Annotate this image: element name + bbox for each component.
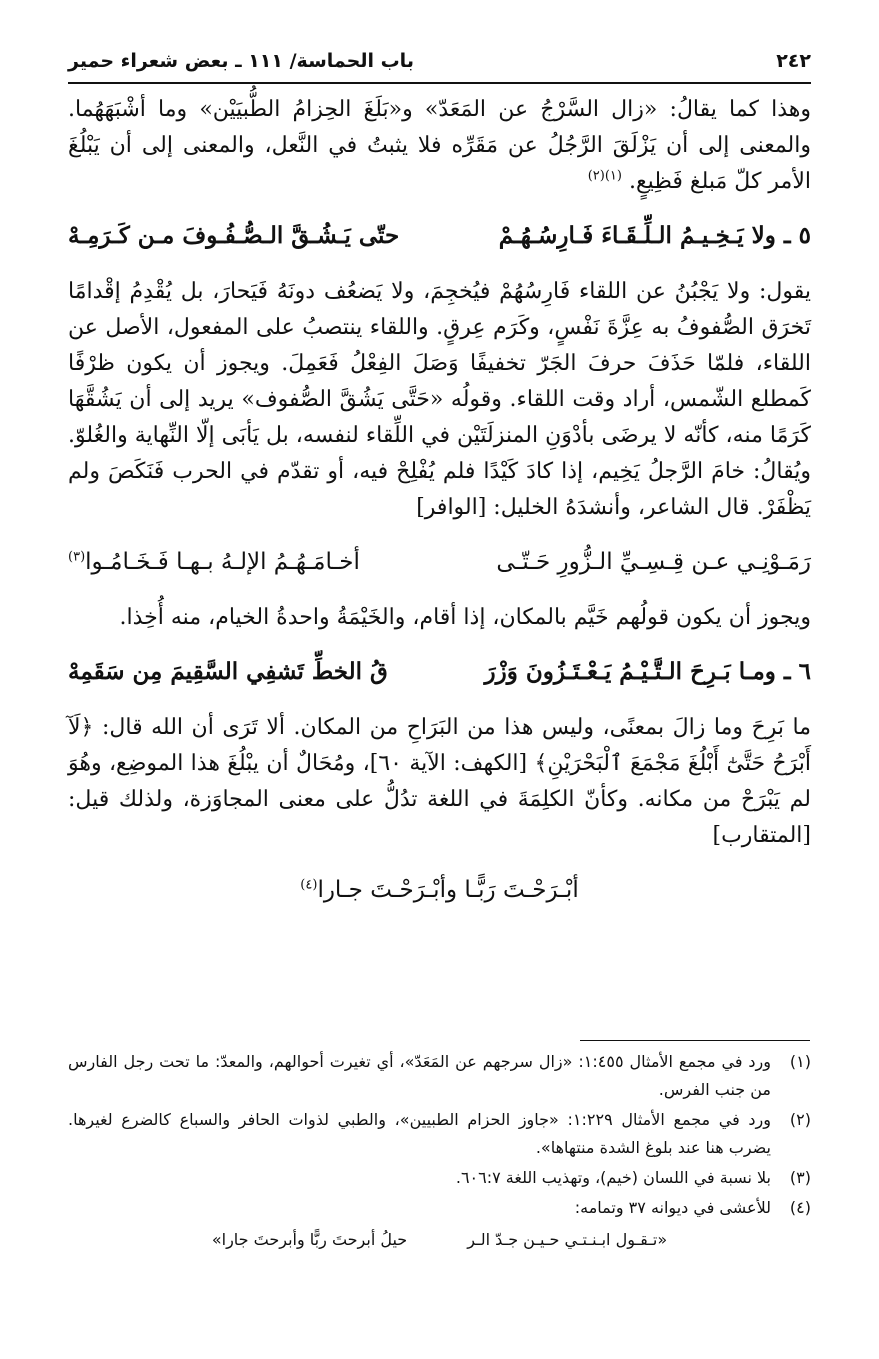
footnote-ref-2[interactable]: (٢) (587, 168, 605, 184)
running-header (68, 42, 811, 80)
verse-5 (68, 208, 811, 264)
verse-mutaqarib (68, 862, 811, 918)
footnote-4 (68, 1194, 811, 1222)
verse-5-first-hemistich: ٥ ـ ولا يَـخِـيـمُ الـلِّـقَـاءَ فَـارِسُـهُـمْ (498, 222, 811, 249)
footnote-verse (68, 1226, 811, 1254)
footnote-2 (68, 1106, 811, 1162)
footnote-3 (68, 1164, 811, 1192)
paragraph-4: ما بَرِحَ وما زالَ بمعنًى، وليس هذا من البَرَاحِ من المكان. ألا تَرَى أن الله قال: ﴿لَآ أَبْرَحُ حَتَّىٰٓ أَبْلُغَ مَجْمَعَ ٱلْبَحْرَيْنِ﴾ [الكهف: الآية ٦٠]، ومُحَالٌ أن يبْلُغَ هذا الموضِع، وهُوَ لم يَبْرَحْ من مكانه. وكأنّ الكلِمَةَ في اللغة تدُلُّ على معنى المجاوَزة، ولذلك قيل: [المتقارب] (68, 715, 811, 848)
verse-wafir-second-hemistich: أخـامَـهُـمُ الإلـهُ بـهـا فَـخَـامُـوا$^{(٣)}$ (68, 549, 360, 575)
paragraph-3: ويجوز أن يكون قولُهم خَيَّم بالمكان، إذا أقام، والخَيْمَةُ واحدةُ الخيام، منه أُخِذا. (119, 605, 811, 630)
footnote-divider (580, 1040, 810, 1041)
verse-6-first-hemistich: ٦ ـ ومـا بَـرِحَ الـتَّـيْـمُ يَـعْـتَـزُونَ وَزْرَ (484, 658, 811, 685)
paragraph-2: يقول: ولا يَجْبُنُ عن اللقاء فَارِسُهُمْ فيُخجِمَ، ولا يَضعُف دونَهُ فَيَحارَ، بل يُقْدِمُ إقْدامًا تَخرَق الصُّفوفُ به عِزَّةَ نَفْسٍ، وكَرَم عِرقٍ. واللقاء ينتصبُ على المفعول، الأصل عن اللقاء، فلمّا حَذَفَ حرفَ الجَرّ تخفيفًا وَصَلَ الفِعْلُ فَعَمِلَ. ويجوز أن يكون ظرْفًا كَمطلع الشّمس، أراد وقت اللقاء. وقولُه «حَتَّى يَشُقَّ الصُّفوف» يريد إلى أن يَشُقَّهَا كَرَمًا منه، كأنّه لا يرضَى بأدْوَنِ المنزلَتَيْن في اللِّقاء لنفسه، بل يَأبَى إلّا النِّهاية والغُلوّ. ويُقالُ: خامَ الرَّجلُ يَخِيم، إذا كادَ كَيْدًا فلم يُفْلِحْ فيه، أو تقدّم في الحرب فَنَكَصَ ولم يَظْفَرْ. قال الشاعر، وأنشدَهُ الخليل: [الوافر] (68, 279, 811, 520)
chapter-title: باب الحماسة/ ١١١ ـ بعض شعراء حمير (68, 50, 414, 72)
verse-wafir (68, 534, 811, 590)
verse-5-second-hemistich: حتّى يَـشُـقَّ الـصُّـفُـوفَ مـن كَـرَمِـهْ (68, 222, 400, 249)
footnote-text: للأعشى في ديوانه ٣٧ وتمامه: (574, 1198, 771, 1217)
footnote-verse-second: حيلُ أبرحتَ ربًّا وأبرحتَ جارا» (211, 1230, 408, 1249)
footnotes (68, 1048, 811, 1254)
footnote-ref-3[interactable]: (٣) (68, 549, 86, 565)
footnote-text: بلا نسبة في اللسان (خيم)، وتهذيب اللغة ٦٠٦:٧. (455, 1168, 771, 1187)
page-number: ٢٤٢ (776, 50, 811, 72)
footnote-number: (١) (789, 1052, 811, 1071)
paragraph-1: وهذا كما يقالُ: «زال السَّرْجُ عن المَعَدّ» و«بَلَغَ الحِزامُ الطُّبيَيْن» وما أشْبَهَهُما. والمعنى إلى أن يَزْلَقَ الرَّجُلُ عن مَقَرِّه فلا يثبتُ في النَّعل، والمعنى إلى أن يَبْلُغَ الأمر كلّ مَبلغ فَظِيعٍ. $^{(١)(٢)}$ (68, 97, 811, 194)
main-text (68, 92, 811, 928)
footnote-text: ورد في مجمع الأمثال ١:٢٢٩: «جاوز الحزام الطبيين»، والطبي لذوات الحافر والسباع كالضرع لغيرها. يضرب هنا عند بلوغ الشدة منتهاها». (68, 1110, 771, 1157)
footnote-number: (٤) (789, 1198, 811, 1217)
footnote-ref-4[interactable]: (٤) (300, 877, 318, 893)
footnote-ref-1[interactable]: (١) (604, 168, 622, 184)
footnote-number: (٢) (789, 1110, 811, 1129)
footnote-text: ورد في مجمع الأمثال ١:٤٥٥: «زال سرجهم عن المَعَدّ»، أي تغيرت أحوالهم، والمعدّ: ما تحت رجل الفارس من جنب الفرس. (68, 1052, 772, 1099)
footnote-number: (٣) (789, 1168, 811, 1187)
verse-mutaqarib-hemistich: أبْـرَحْـتَ رَبًّـا وأبْـرَحْـتَ جـارا$^{(٤)}$ (300, 877, 579, 903)
verse-6-second-hemistich: قُ الخطِّ تَشفِي السَّقِيمَ مِن سَقَمِهْ (68, 658, 388, 685)
verse-6 (68, 644, 811, 700)
header-divider (68, 82, 811, 84)
footnote-verse-first: «تـقـول ابـنـتـي حـيـن جـدّ الـر (467, 1230, 668, 1249)
footnote-1 (68, 1048, 811, 1104)
verse-wafir-first-hemistich: رَمَـوْنِـي عـن قِـسِـيِّ الـزُّورِ حَـتّـى (496, 549, 811, 575)
